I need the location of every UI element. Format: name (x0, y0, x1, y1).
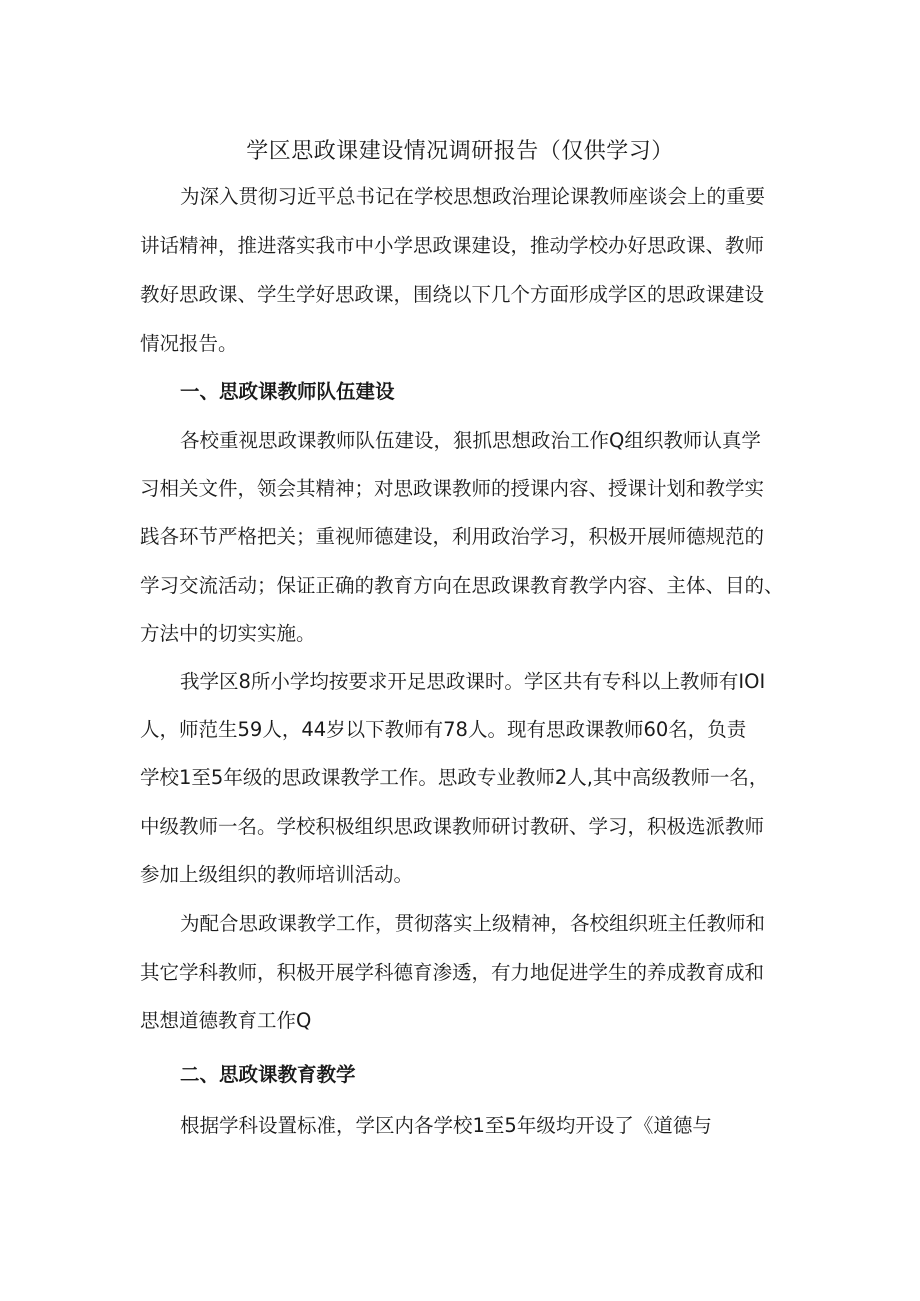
paragraph-line: 习相关文件，领会其精神；对思政课教师的授课内容、授课计划和教学实 (140, 477, 765, 500)
paragraph-line: 参加上级组织的教师培训活动。 (140, 863, 414, 886)
paragraph-line: 中级教师一名。学校积极组织思政课教师研讨教研、学习，积极选派教师 (140, 815, 765, 838)
paragraph-line: 践各环节严格把关；重视师德建设，利用政治学习，积极开展师德规范的 (140, 525, 765, 548)
paragraph-line: 情况报告。 (140, 332, 238, 355)
paragraph-line: 其它学科教师，积极开展学科德育渗透，有力地促进学生的养成教育成和 (140, 961, 765, 984)
document-title: 学区思政课建设情况调研报告（仅供学习） (246, 139, 674, 164)
section-heading: 二、思政课教育教学 (180, 1063, 356, 1086)
paragraph-line: 讲话精神，推进落实我市中小学思政课建设，推动学校办好思政课、教师 (140, 234, 765, 257)
paragraph-line: 思想道德教育工作Q (140, 1009, 312, 1032)
paragraph-line: 学校1至5年级的思政课教学工作。思政专业教师2人,其中高级教师一名， (140, 766, 769, 789)
paragraph-line: 为深入贯彻习近平总书记在学校思想政治理论课教师座谈会上的重要 (180, 185, 766, 208)
paragraph-line: 方法中的切实实施。 (140, 622, 316, 645)
paragraph-line: 为配合思政课教学工作，贯彻落实上级精神，各校组织班主任教师和 (180, 912, 766, 935)
paragraph-line: 我学区8所小学均按要求开足思政课时。学区共有专科以上教师有IOI (180, 670, 766, 693)
paragraph-line: 学习交流活动；保证正确的教育方向在思政课教育教学内容、主体、目的、 (140, 574, 784, 597)
paragraph-line: 人，师范生59人，44岁以下教师有78人。现有思政课教师60名，负责 (140, 718, 747, 741)
paragraph-line: 根据学科设置标准，学区内各学校1至5年级均开设了《道德与 (180, 1114, 712, 1137)
paragraph-line: 教好思政课、学生学好思政课，围绕以下几个方面形成学区的思政课建设 (140, 283, 765, 306)
paragraph-line: 各校重视思政课教师队伍建设，狠抓思想政治工作Q组织教师认真学 (180, 429, 761, 452)
section-heading: 一、思政课教师队伍建设 (180, 380, 395, 403)
